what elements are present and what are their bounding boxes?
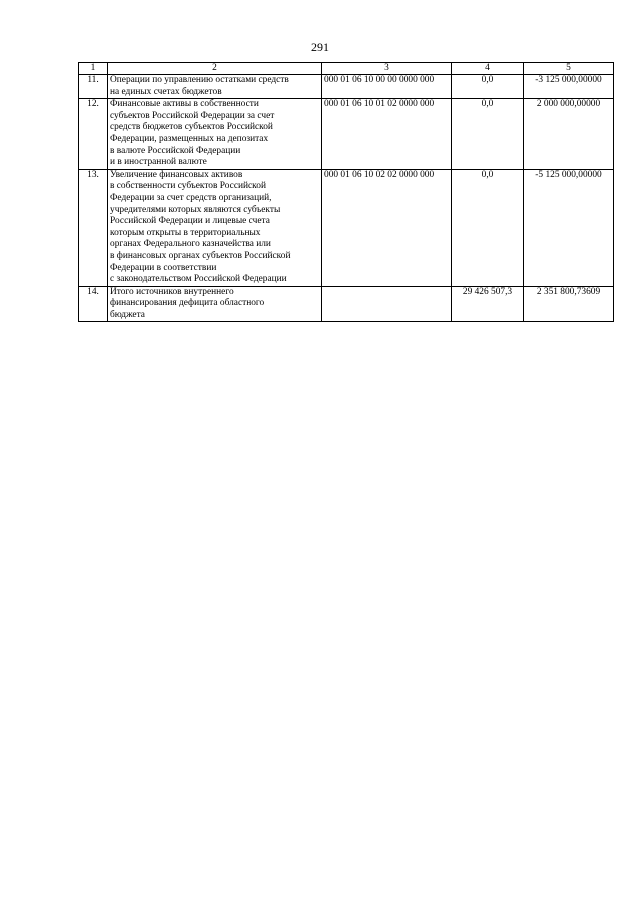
row-amount-col5: -3 125 000,00000 <box>524 75 614 99</box>
row-amount-col4: 0,0 <box>452 169 524 286</box>
row-name: Увеличение финансовых активов в собственности субъектов Российской Федерации за счет средств организаций, учредителями которых являются субъекты Российской Федерации и лицевые счета которым открыты в территориальных органах Федерального казначейства или в финансовых органах субъектов Российской Федерации в соответствии с законодательством Российской Федерации <box>108 169 322 286</box>
table-row <box>79 286 614 322</box>
row-code: 000 01 06 10 01 02 0000 000 <box>322 99 452 170</box>
row-number: 12. <box>79 99 108 170</box>
budget-sources-table <box>78 62 614 322</box>
column-header-4: 4 <box>452 63 524 75</box>
column-header-3: 3 <box>322 63 452 75</box>
page-number: 291 <box>311 40 329 54</box>
row-code: 000 01 06 10 00 00 0000 000 <box>322 75 452 99</box>
row-name: Итого источников внутреннего финансирования дефицита областного бюджета <box>108 286 322 322</box>
table-header-row <box>79 63 614 75</box>
table-row <box>79 169 614 286</box>
row-code: 000 01 06 10 02 02 0000 000 <box>322 169 452 286</box>
column-header-1: 1 <box>79 63 108 75</box>
row-number: 11. <box>79 75 108 99</box>
row-amount-col5: -5 125 000,00000 <box>524 169 614 286</box>
row-amount-col5: 2 351 800,73609 <box>524 286 614 322</box>
row-amount-col5: 2 000 000,00000 <box>524 99 614 170</box>
row-name: Финансовые активы в собственности субъектов Российской Федерации за счет средств бюджетов субъектов Российской Федерации, размещенных на депозитах в валюте Российской Федерации и в иностранной валюте <box>108 99 322 170</box>
row-amount-col4: 0,0 <box>452 99 524 170</box>
column-header-5: 5 <box>524 63 614 75</box>
row-code <box>322 286 452 322</box>
column-header-2: 2 <box>108 63 322 75</box>
row-name: Операции по управлению остатками средств на единых счетах бюджетов <box>108 75 322 99</box>
table-row <box>79 75 614 99</box>
table-row <box>79 99 614 170</box>
row-number: 14. <box>79 286 108 322</box>
row-amount-col4: 29 426 507,3 <box>452 286 524 322</box>
row-amount-col4: 0,0 <box>452 75 524 99</box>
row-number: 13. <box>79 169 108 286</box>
